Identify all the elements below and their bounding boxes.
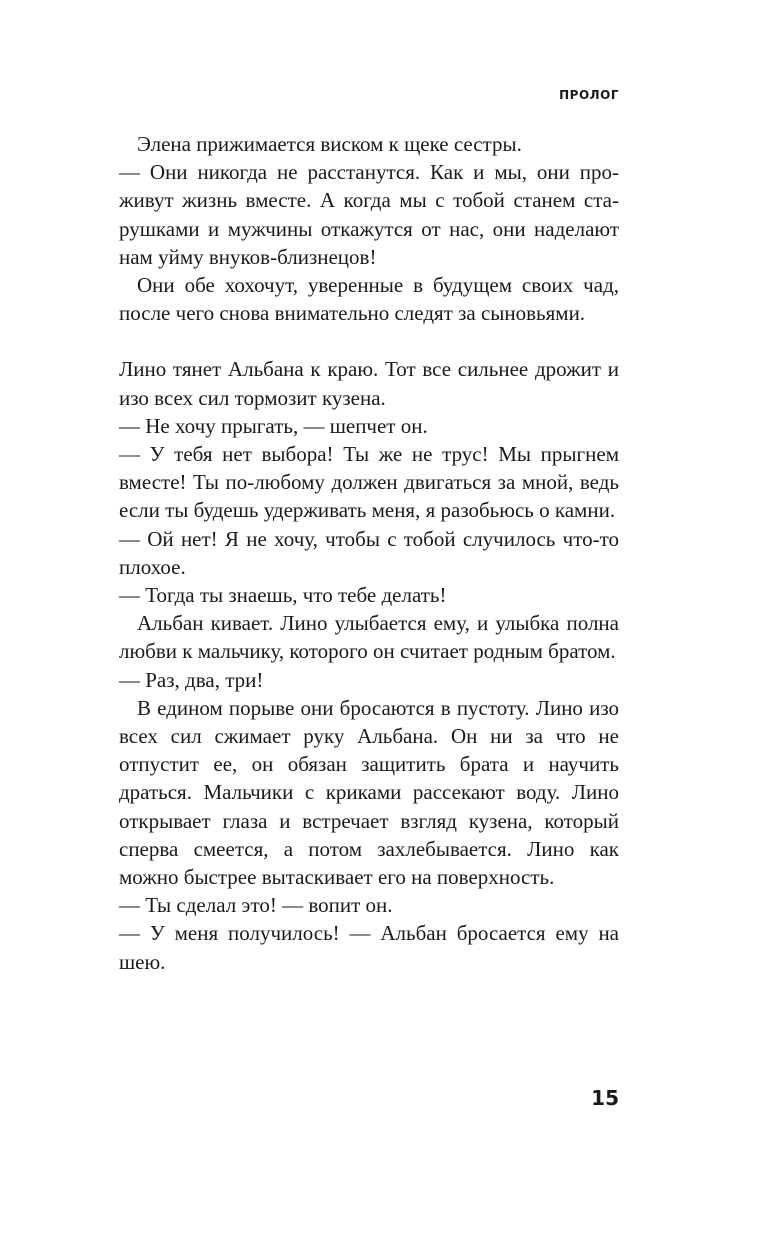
section-break [119,327,619,355]
paragraph-3: Они обе хохочут, уверенные в будущем своих чад, после чего снова внимательно следят за сыновьями. [119,273,619,326]
paragraph-8: — Тогда ты знаешь, что тебе делать! [119,583,447,608]
body-text [119,130,619,976]
paragraph-13: — У меня получилось! — Альбан бросается ему на шею. [119,921,619,974]
paragraph-5: — Не хочу прыгать, — шепчет он. [119,413,428,438]
running-head: ПРОЛОГ [559,88,619,102]
paragraph-10: — Раз, два, три! [119,667,264,692]
paragraph-1: Элена прижимается виском к щеке сестры. [137,132,522,156]
page-number: 15 [591,1086,619,1110]
paragraph-4: Лино тянет Альбана к краю. Тот все сильнее дрожит и изо всех сил тормозит кузена. [119,357,619,410]
paragraph-7: — Ой нет! Я не хочу, чтобы с тобой случилось что-то плохое. [119,526,619,579]
paragraph-6: — У тебя нет выбора! Ты же не трус! Мы прыгнем вместе! Ты по-любому должен двигаться за мной, ведь если ты будешь удерживать меня, я разобьюсь о камни. [119,442,619,523]
paragraph-11: В едином порыве они бросаются в пустоту. Лино изо всех сил сжимает руку Альбана. Он ни за что не отпустит ее, он обязан защитить брата и научить драться. Мальчики с криками рассекают воду. Лино открывает глаза и встречает взгляд кузена, который сперва смеется, а потом захлебывается. Лино как можно быстрее вытаскивает его на поверхность. [119,695,619,890]
paragraph-9: Альбан кивает. Лино улыбается ему, и улыбка полна любви к мальчику, которого он считает родным братом. [119,611,619,664]
paragraph-12: — Ты сделал это! — вопит он. [119,893,393,918]
paragraph-2: — Они никогда не расстанутся. Как и мы, они проживут жизнь вместе. А когда мы с тобой станем старушками и мужчины откажутся от нас, они наделают нам уйму внуков-близнецов! [119,160,619,269]
